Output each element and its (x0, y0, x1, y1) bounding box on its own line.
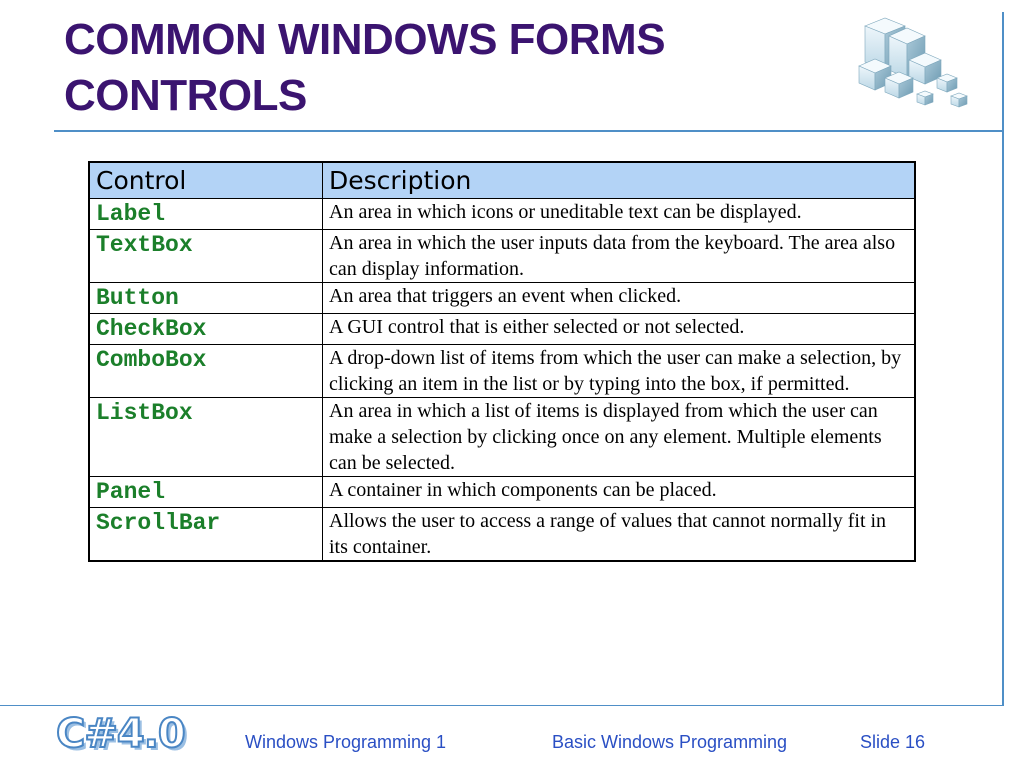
title-divider (54, 130, 1004, 132)
footer-divider (0, 705, 1004, 706)
header-description: Description (323, 162, 916, 199)
control-name: Button (89, 283, 323, 314)
csharp-logo: C#4.0 (56, 711, 185, 757)
header-control: Control (89, 162, 323, 199)
cubes-icon (845, 8, 975, 118)
control-description: An area that triggers an event when clicked. (323, 283, 916, 314)
control-description: A GUI control that is either selected or not selected. (323, 314, 916, 345)
control-name: ListBox (89, 398, 323, 477)
control-name: CheckBox (89, 314, 323, 345)
control-description: A container in which components can be placed. (323, 477, 916, 508)
control-description: A drop-down list of items from which the user can make a selection, by clicking an item in the list or by typing into the box, if permitted. (323, 345, 916, 398)
footer-topic: Basic Windows Programming (552, 732, 788, 752)
table-row (89, 345, 915, 398)
control-description: Allows the user to access a range of values that cannot normally fit in its container. (323, 508, 916, 562)
title-line-2: CONTROLS (64, 71, 307, 120)
table-row (89, 283, 915, 314)
table-row (89, 508, 915, 562)
footer-slide-number: Slide 16 (860, 732, 926, 752)
control-name: Label (89, 199, 323, 230)
table-row (89, 230, 915, 283)
controls-table (88, 161, 916, 562)
control-description: An area in which icons or uneditable text can be displayed. (323, 199, 916, 230)
table-row (89, 314, 915, 345)
control-name: Panel (89, 477, 323, 508)
control-name: ComboBox (89, 345, 323, 398)
title-line-1: COMMON WINDOWS FORMS (64, 15, 666, 64)
table-header-row (89, 162, 915, 199)
footer-course: Windows Programming 1 (245, 732, 447, 752)
control-description: An area in which the user inputs data from the keyboard. The area also can display information. (323, 230, 916, 283)
control-name: TextBox (89, 230, 323, 283)
control-name: ScrollBar (89, 508, 323, 562)
table-row (89, 398, 915, 477)
right-border-line (1002, 12, 1004, 705)
table-row (89, 477, 915, 508)
slide-title (64, 12, 824, 124)
control-description: An area in which a list of items is displayed from which the user can make a selection by clicking once on any element. Multiple elements can be selected. (323, 398, 916, 477)
table-row (89, 199, 915, 230)
